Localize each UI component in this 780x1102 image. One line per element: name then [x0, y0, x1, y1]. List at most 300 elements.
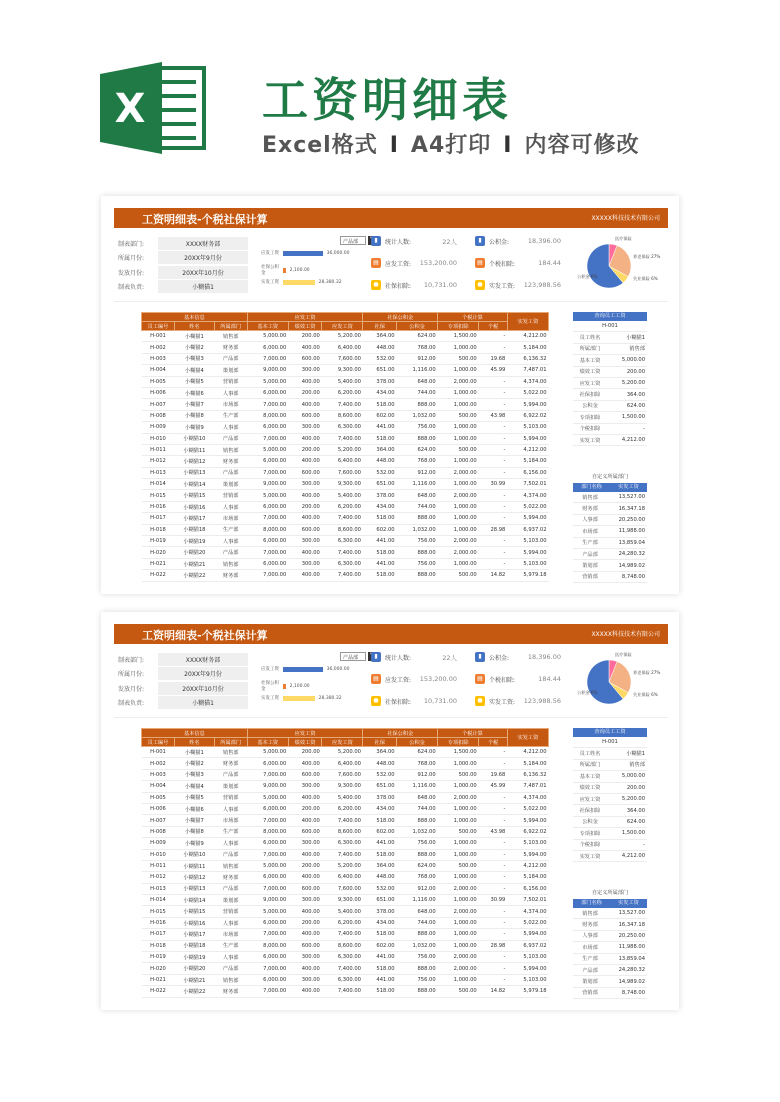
table-cell[interactable]: 小糊猫6 [175, 387, 215, 398]
table-cell[interactable]: 市场部 [214, 399, 247, 410]
table-cell[interactable]: 7,600.00 [322, 467, 363, 478]
table-row[interactable] [142, 781, 549, 792]
query-employee-id[interactable]: H-001 [573, 737, 647, 748]
table-cell[interactable]: 300.00 [288, 974, 322, 985]
table-cell[interactable]: 888.00 [397, 547, 438, 558]
table-cell[interactable]: 5,994.00 [507, 433, 548, 444]
table-cell[interactable]: 888.00 [397, 433, 438, 444]
table-cell[interactable]: 策划部 [214, 895, 247, 906]
table-cell[interactable]: 602.00 [363, 940, 397, 951]
table-cell[interactable]: 7,000.00 [247, 815, 288, 826]
table-cell[interactable]: 364.00 [363, 747, 397, 758]
table-row[interactable] [142, 399, 549, 410]
table-cell[interactable]: 200.00 [288, 331, 322, 342]
table-cell[interactable]: 400.00 [288, 872, 322, 883]
table-row[interactable] [142, 524, 549, 535]
table-cell[interactable]: 5,994.00 [507, 929, 548, 940]
table-row[interactable] [142, 883, 549, 894]
table-cell[interactable]: 小糊猫1 [175, 747, 215, 758]
table-cell[interactable]: 600.00 [288, 353, 322, 364]
table-cell[interactable]: 7,000.00 [247, 849, 288, 860]
table-cell[interactable]: 4,212.00 [507, 860, 548, 871]
table-cell[interactable]: 小糊猫2 [175, 758, 215, 769]
table-cell[interactable]: 400.00 [288, 547, 322, 558]
table-cell[interactable]: 912.00 [397, 883, 438, 894]
table-cell[interactable]: 7,400.00 [322, 433, 363, 444]
table-cell[interactable]: 441.00 [363, 974, 397, 985]
table-cell[interactable]: 产品部 [214, 547, 247, 558]
table-row[interactable] [142, 456, 549, 467]
table-cell[interactable]: 441.00 [363, 536, 397, 547]
table-cell[interactable]: H-019 [142, 952, 175, 963]
table-cell[interactable]: 小糊猫8 [175, 826, 215, 837]
table-cell[interactable]: 人事部 [214, 501, 247, 512]
table-cell[interactable]: - [479, 929, 508, 940]
table-cell[interactable]: 财务部 [214, 570, 247, 581]
table-row[interactable] [142, 433, 549, 444]
table-row[interactable] [142, 815, 549, 826]
table-row[interactable] [142, 860, 549, 871]
table-cell[interactable]: 人事部 [214, 387, 247, 398]
table-cell[interactable]: 7,600.00 [322, 353, 363, 364]
table-cell[interactable]: 6,000.00 [247, 803, 288, 814]
table-cell[interactable]: 6,400.00 [322, 872, 363, 883]
table-row[interactable] [142, 986, 549, 997]
table-cell[interactable]: 400.00 [288, 456, 322, 467]
table-cell[interactable]: 小糊猫15 [175, 906, 215, 917]
table-cell[interactable]: 5,022.00 [507, 387, 548, 398]
table-cell[interactable]: 518.00 [363, 513, 397, 524]
table-cell[interactable]: 5,184.00 [507, 456, 548, 467]
table-cell[interactable]: 小糊猫3 [175, 353, 215, 364]
table-cell[interactable]: H-009 [142, 838, 175, 849]
table-cell[interactable]: 生产部 [214, 524, 247, 535]
table-cell[interactable]: 448.00 [363, 758, 397, 769]
table-cell[interactable]: 6,300.00 [322, 952, 363, 963]
table-cell[interactable]: 1,000.00 [438, 781, 479, 792]
table-cell[interactable]: 5,200.00 [322, 331, 363, 342]
table-cell[interactable]: 7,000.00 [247, 570, 288, 581]
table-cell[interactable]: 小糊猫20 [175, 963, 215, 974]
table-cell[interactable]: 财务部 [214, 758, 247, 769]
table-cell[interactable]: 小糊猫21 [175, 558, 215, 569]
table-cell[interactable]: H-008 [142, 826, 175, 837]
table-cell[interactable]: 378.00 [363, 906, 397, 917]
table-cell[interactable]: 8,600.00 [322, 410, 363, 421]
table-cell[interactable]: 2,000.00 [438, 963, 479, 974]
table-cell[interactable]: 小糊猫12 [175, 456, 215, 467]
table-cell[interactable]: 7,000.00 [247, 986, 288, 997]
table-cell[interactable]: H-018 [142, 524, 175, 535]
table-cell[interactable]: 768.00 [397, 872, 438, 883]
table-cell[interactable]: 小糊猫9 [175, 422, 215, 433]
table-cell[interactable]: - [479, 513, 508, 524]
table-cell[interactable]: H-022 [142, 570, 175, 581]
table-cell[interactable]: 434.00 [363, 501, 397, 512]
table-cell[interactable]: 1,116.00 [397, 895, 438, 906]
table-cell[interactable]: 小糊猫7 [175, 399, 215, 410]
table-row[interactable] [142, 803, 549, 814]
table-cell[interactable]: - [479, 501, 508, 512]
table-cell[interactable]: 5,000.00 [247, 906, 288, 917]
table-cell[interactable]: 6,000.00 [247, 501, 288, 512]
table-cell[interactable]: - [479, 331, 508, 342]
table-cell[interactable]: 小糊猫2 [175, 342, 215, 353]
table-cell[interactable]: 532.00 [363, 467, 397, 478]
table-cell[interactable]: 2,000.00 [438, 547, 479, 558]
table-cell[interactable]: 888.00 [397, 399, 438, 410]
info-value[interactable]: XXXX财务部 [158, 237, 248, 250]
table-cell[interactable]: 4,212.00 [507, 444, 548, 455]
table-cell[interactable]: 6,000.00 [247, 917, 288, 928]
table-cell[interactable]: 624.00 [397, 331, 438, 342]
table-cell[interactable]: 28.98 [479, 940, 508, 951]
table-cell[interactable]: 策划部 [214, 365, 247, 376]
table-cell[interactable]: 756.00 [397, 536, 438, 547]
table-cell[interactable]: 6,200.00 [322, 917, 363, 928]
table-cell[interactable]: H-017 [142, 929, 175, 940]
table-cell[interactable]: 4,374.00 [507, 792, 548, 803]
table-cell[interactable]: 9,300.00 [322, 895, 363, 906]
table-cell[interactable]: 6,156.00 [507, 883, 548, 894]
table-cell[interactable]: H-007 [142, 815, 175, 826]
table-row[interactable] [142, 758, 549, 769]
table-cell[interactable]: 912.00 [397, 467, 438, 478]
table-cell[interactable]: 441.00 [363, 558, 397, 569]
table-cell[interactable]: 策划部 [214, 781, 247, 792]
table-cell[interactable]: - [479, 456, 508, 467]
table-cell[interactable]: 小糊猫22 [175, 570, 215, 581]
table-cell[interactable]: 7,400.00 [322, 929, 363, 940]
table-cell[interactable]: 6,000.00 [247, 952, 288, 963]
table-cell[interactable]: 7,400.00 [322, 513, 363, 524]
table-cell[interactable]: H-013 [142, 467, 175, 478]
table-cell[interactable]: 小糊猫21 [175, 974, 215, 985]
department-dropdown[interactable]: 产品部 [340, 652, 366, 661]
table-cell[interactable]: 400.00 [288, 399, 322, 410]
table-cell[interactable]: 14.82 [479, 986, 508, 997]
table-cell[interactable]: 小糊猫18 [175, 524, 215, 535]
table-cell[interactable]: 7,400.00 [322, 986, 363, 997]
table-cell[interactable]: 200.00 [288, 501, 322, 512]
table-cell[interactable]: 1,000.00 [438, 803, 479, 814]
table-cell[interactable]: - [479, 952, 508, 963]
table-cell[interactable]: 888.00 [397, 929, 438, 940]
table-cell[interactable]: 8,000.00 [247, 410, 288, 421]
table-row[interactable] [142, 331, 549, 342]
table-cell[interactable]: 7,000.00 [247, 467, 288, 478]
table-cell[interactable]: 小糊猫5 [175, 376, 215, 387]
table-row[interactable] [142, 826, 549, 837]
table-cell[interactable]: 7,000.00 [247, 353, 288, 364]
table-row[interactable] [142, 547, 549, 558]
table-cell[interactable]: 648.00 [397, 906, 438, 917]
table-cell[interactable]: 6,300.00 [322, 422, 363, 433]
table-cell[interactable]: 1,500.00 [438, 747, 479, 758]
table-cell[interactable]: H-008 [142, 410, 175, 421]
table-cell[interactable]: 1,116.00 [397, 479, 438, 490]
table-cell[interactable]: 9,000.00 [247, 781, 288, 792]
table-cell[interactable]: 888.00 [397, 815, 438, 826]
table-cell[interactable]: 768.00 [397, 342, 438, 353]
table-cell[interactable]: 6,937.02 [507, 940, 548, 951]
table-cell[interactable]: 6,200.00 [322, 387, 363, 398]
table-cell[interactable]: 8,000.00 [247, 826, 288, 837]
table-cell[interactable]: 小糊猫13 [175, 467, 215, 478]
table-cell[interactable]: 441.00 [363, 952, 397, 963]
table-cell[interactable]: 651.00 [363, 895, 397, 906]
table-row[interactable] [142, 422, 549, 433]
table-cell[interactable]: 产品部 [214, 883, 247, 894]
table-cell[interactable]: 400.00 [288, 490, 322, 501]
table-cell[interactable]: 7,000.00 [247, 929, 288, 940]
table-cell[interactable]: 888.00 [397, 849, 438, 860]
table-cell[interactable]: 400.00 [288, 815, 322, 826]
table-cell[interactable]: 5,979.18 [507, 986, 548, 997]
table-cell[interactable]: 600.00 [288, 467, 322, 478]
table-cell[interactable]: 400.00 [288, 513, 322, 524]
table-cell[interactable]: 378.00 [363, 490, 397, 501]
table-cell[interactable]: 2,000.00 [438, 467, 479, 478]
table-cell[interactable]: 7,400.00 [322, 849, 363, 860]
table-cell[interactable]: 1,000.00 [438, 387, 479, 398]
table-cell[interactable]: 448.00 [363, 872, 397, 883]
table-cell[interactable]: 小糊猫1 [175, 331, 215, 342]
table-row[interactable] [142, 467, 549, 478]
table-cell[interactable]: 小糊猫13 [175, 883, 215, 894]
table-cell[interactable]: 500.00 [438, 860, 479, 871]
table-cell[interactable]: 518.00 [363, 399, 397, 410]
table-cell[interactable]: 300.00 [288, 479, 322, 490]
table-cell[interactable]: 5,022.00 [507, 917, 548, 928]
table-cell[interactable]: 1,000.00 [438, 524, 479, 535]
table-cell[interactable]: H-012 [142, 456, 175, 467]
table-cell[interactable]: 8,600.00 [322, 826, 363, 837]
table-cell[interactable]: 5,000.00 [247, 860, 288, 871]
table-cell[interactable]: 6,156.00 [507, 467, 548, 478]
table-cell[interactable]: 销售部 [214, 444, 247, 455]
table-cell[interactable]: 人事部 [214, 422, 247, 433]
table-cell[interactable]: 小糊猫10 [175, 849, 215, 860]
table-cell[interactable]: 744.00 [397, 917, 438, 928]
table-cell[interactable]: 2,000.00 [438, 376, 479, 387]
table-row[interactable] [142, 387, 549, 398]
table-cell[interactable]: - [479, 815, 508, 826]
table-cell[interactable]: 9,000.00 [247, 895, 288, 906]
table-cell[interactable]: 7,600.00 [322, 769, 363, 780]
table-cell[interactable]: - [479, 444, 508, 455]
table-cell[interactable]: 518.00 [363, 849, 397, 860]
table-cell[interactable]: 人事部 [214, 952, 247, 963]
table-cell[interactable]: 人事部 [214, 536, 247, 547]
table-cell[interactable]: 销售部 [214, 331, 247, 342]
table-cell[interactable]: 28.98 [479, 524, 508, 535]
table-cell[interactable]: 518.00 [363, 929, 397, 940]
table-cell[interactable]: 2,000.00 [438, 792, 479, 803]
table-cell[interactable]: 4,374.00 [507, 906, 548, 917]
table-cell[interactable]: 1,000.00 [438, 849, 479, 860]
table-cell[interactable]: H-003 [142, 353, 175, 364]
table-cell[interactable]: 5,200.00 [322, 747, 363, 758]
table-cell[interactable]: 小糊猫16 [175, 501, 215, 512]
table-cell[interactable]: 200.00 [288, 747, 322, 758]
table-cell[interactable]: 6,200.00 [322, 803, 363, 814]
table-row[interactable] [142, 501, 549, 512]
table-cell[interactable]: - [479, 883, 508, 894]
table-cell[interactable]: 1,116.00 [397, 365, 438, 376]
table-cell[interactable]: 400.00 [288, 986, 322, 997]
table-cell[interactable]: 6,136.32 [507, 353, 548, 364]
table-cell[interactable]: - [479, 974, 508, 985]
table-cell[interactable]: 销售部 [214, 747, 247, 758]
table-cell[interactable]: 7,400.00 [322, 963, 363, 974]
table-cell[interactable]: 5,184.00 [507, 758, 548, 769]
table-cell[interactable]: 5,000.00 [247, 444, 288, 455]
table-cell[interactable]: H-006 [142, 803, 175, 814]
table-cell[interactable]: 2,000.00 [438, 536, 479, 547]
table-cell[interactable]: 364.00 [363, 860, 397, 871]
table-cell[interactable]: 5,184.00 [507, 342, 548, 353]
table-cell[interactable]: 624.00 [397, 444, 438, 455]
info-value[interactable]: XXXX财务部 [158, 653, 248, 666]
table-cell[interactable]: 1,000.00 [438, 422, 479, 433]
table-cell[interactable]: 产品部 [214, 849, 247, 860]
table-cell[interactable]: - [479, 387, 508, 398]
table-cell[interactable]: 768.00 [397, 758, 438, 769]
table-cell[interactable]: 200.00 [288, 803, 322, 814]
table-cell[interactable]: 200.00 [288, 917, 322, 928]
table-row[interactable] [142, 376, 549, 387]
table-cell[interactable]: 人事部 [214, 917, 247, 928]
table-cell[interactable]: 7,487.01 [507, 781, 548, 792]
table-cell[interactable]: 600.00 [288, 524, 322, 535]
table-cell[interactable]: 小糊猫20 [175, 547, 215, 558]
table-cell[interactable]: 400.00 [288, 849, 322, 860]
table-row[interactable] [142, 479, 549, 490]
table-cell[interactable]: 500.00 [438, 570, 479, 581]
table-cell[interactable]: 200.00 [288, 860, 322, 871]
table-cell[interactable]: 销售部 [214, 974, 247, 985]
table-cell[interactable]: 19.68 [479, 769, 508, 780]
table-cell[interactable]: 400.00 [288, 906, 322, 917]
table-cell[interactable]: H-003 [142, 769, 175, 780]
table-cell[interactable]: 300.00 [288, 895, 322, 906]
table-cell[interactable]: 5,000.00 [247, 331, 288, 342]
table-cell[interactable]: - [479, 849, 508, 860]
table-cell[interactable]: 小糊猫7 [175, 815, 215, 826]
table-row[interactable] [142, 872, 549, 883]
table-cell[interactable]: 400.00 [288, 342, 322, 353]
table-cell[interactable]: 600.00 [288, 826, 322, 837]
table-cell[interactable]: 500.00 [438, 410, 479, 421]
table-cell[interactable]: 5,994.00 [507, 547, 548, 558]
table-cell[interactable]: 6,922.02 [507, 410, 548, 421]
table-cell[interactable]: H-005 [142, 792, 175, 803]
table-cell[interactable]: 5,103.00 [507, 422, 548, 433]
table-cell[interactable]: 7,400.00 [322, 547, 363, 558]
table-cell[interactable]: 营销部 [214, 376, 247, 387]
table-cell[interactable]: 小糊猫14 [175, 895, 215, 906]
table-cell[interactable]: 364.00 [363, 331, 397, 342]
table-cell[interactable]: 600.00 [288, 940, 322, 951]
table-cell[interactable]: 营销部 [214, 490, 247, 501]
table-row[interactable] [142, 849, 549, 860]
table-cell[interactable]: - [479, 433, 508, 444]
table-cell[interactable]: 300.00 [288, 536, 322, 547]
table-cell[interactable]: 602.00 [363, 826, 397, 837]
table-cell[interactable]: 7,000.00 [247, 963, 288, 974]
table-row[interactable] [142, 747, 549, 758]
table-cell[interactable]: 744.00 [397, 501, 438, 512]
table-cell[interactable]: 1,000.00 [438, 917, 479, 928]
table-row[interactable] [142, 929, 549, 940]
table-cell[interactable]: H-006 [142, 387, 175, 398]
table-cell[interactable]: 518.00 [363, 433, 397, 444]
table-cell[interactable]: 市场部 [214, 929, 247, 940]
table-cell[interactable]: 434.00 [363, 803, 397, 814]
table-cell[interactable]: 6,000.00 [247, 422, 288, 433]
table-cell[interactable]: H-021 [142, 974, 175, 985]
table-cell[interactable]: 600.00 [288, 410, 322, 421]
table-row[interactable] [142, 952, 549, 963]
table-cell[interactable]: 441.00 [363, 838, 397, 849]
table-cell[interactable]: 600.00 [288, 883, 322, 894]
table-cell[interactable]: 小糊猫17 [175, 929, 215, 940]
table-cell[interactable]: 产品部 [214, 467, 247, 478]
table-cell[interactable]: 小糊猫8 [175, 410, 215, 421]
table-cell[interactable]: 532.00 [363, 353, 397, 364]
table-cell[interactable]: 45.99 [479, 781, 508, 792]
table-cell[interactable]: 888.00 [397, 513, 438, 524]
table-cell[interactable]: H-001 [142, 747, 175, 758]
table-cell[interactable]: H-020 [142, 547, 175, 558]
table-cell[interactable]: 6,922.02 [507, 826, 548, 837]
table-cell[interactable]: 小糊猫15 [175, 490, 215, 501]
table-cell[interactable]: 448.00 [363, 342, 397, 353]
table-cell[interactable]: H-015 [142, 490, 175, 501]
table-cell[interactable]: 434.00 [363, 917, 397, 928]
table-cell[interactable]: 6,300.00 [322, 974, 363, 985]
table-cell[interactable]: - [479, 906, 508, 917]
table-cell[interactable]: H-010 [142, 849, 175, 860]
table-row[interactable] [142, 963, 549, 974]
table-row[interactable] [142, 570, 549, 581]
table-cell[interactable]: H-013 [142, 883, 175, 894]
table-cell[interactable]: 6,000.00 [247, 872, 288, 883]
table-cell[interactable]: 小糊猫16 [175, 917, 215, 928]
table-cell[interactable]: 500.00 [438, 986, 479, 997]
table-cell[interactable]: 300.00 [288, 838, 322, 849]
table-cell[interactable]: H-022 [142, 986, 175, 997]
table-row[interactable] [142, 490, 549, 501]
table-cell[interactable]: H-021 [142, 558, 175, 569]
table-cell[interactable]: 9,300.00 [322, 781, 363, 792]
table-cell[interactable]: 500.00 [438, 444, 479, 455]
table-cell[interactable]: 400.00 [288, 570, 322, 581]
table-cell[interactable]: H-018 [142, 940, 175, 951]
table-cell[interactable]: 5,000.00 [247, 376, 288, 387]
table-cell[interactable]: 14.82 [479, 570, 508, 581]
table-row[interactable] [142, 917, 549, 928]
info-value[interactable]: 20XX年10月份 [158, 266, 248, 279]
table-cell[interactable]: 小糊猫6 [175, 803, 215, 814]
table-cell[interactable]: 5,400.00 [322, 906, 363, 917]
table-cell[interactable]: 602.00 [363, 410, 397, 421]
table-cell[interactable]: 7,000.00 [247, 883, 288, 894]
table-cell[interactable]: 441.00 [363, 422, 397, 433]
table-cell[interactable]: 2,000.00 [438, 952, 479, 963]
table-cell[interactable]: 19.68 [479, 353, 508, 364]
